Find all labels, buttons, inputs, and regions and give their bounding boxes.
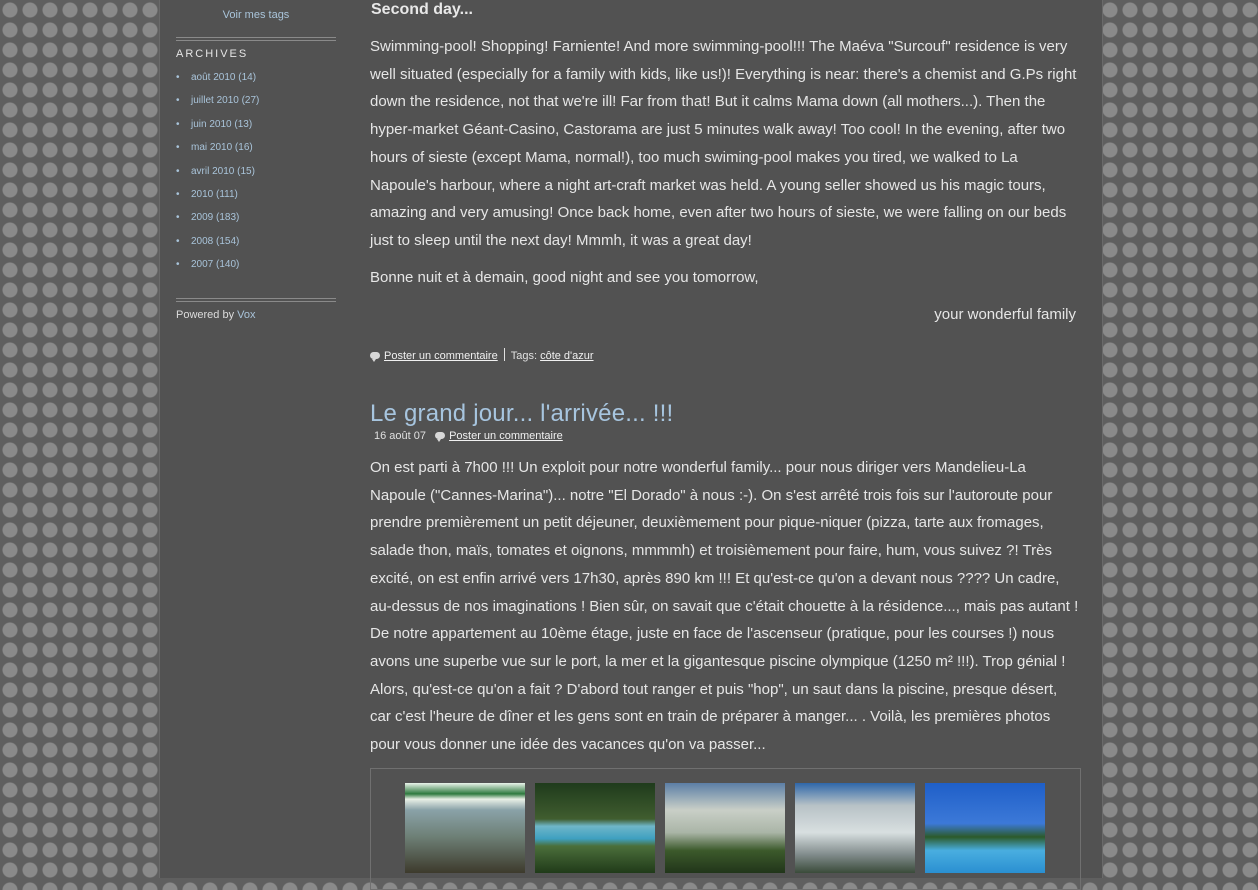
bullet-icon: • (176, 188, 180, 200)
archive-count: (13) (234, 118, 253, 130)
archive-link[interactable]: avril 2010 (191, 165, 235, 177)
bullet-icon: • (176, 259, 180, 271)
archive-item[interactable] (176, 189, 259, 212)
archive-link[interactable]: 2008 (191, 235, 214, 247)
photo-thumbnail[interactable] (925, 783, 1045, 873)
bullet-icon: • (176, 235, 180, 247)
photo-thumbnail[interactable] (535, 783, 655, 873)
powered-by-text: Powered by (176, 309, 235, 321)
photo-thumbnail[interactable] (665, 783, 785, 873)
sidebar-divider (176, 37, 336, 41)
bullet-icon: • (176, 72, 180, 83)
bullet-icon: • (176, 118, 180, 130)
archive-count: (27) (241, 95, 260, 107)
archive-count: (14) (238, 72, 257, 83)
vox-link[interactable]: Vox (237, 309, 256, 321)
post-comment-link[interactable]: Poster un commentaire (384, 350, 498, 362)
archive-item[interactable] (176, 95, 259, 118)
photo-thumbnail[interactable] (405, 783, 525, 873)
archive-link[interactable]: août 2010 (191, 72, 236, 83)
archives-heading: ARCHIVES (176, 48, 249, 60)
archive-item[interactable] (176, 166, 259, 189)
post-signature: your wonderful family (934, 306, 1076, 323)
sidebar-divider (176, 298, 336, 302)
archive-count: (140) (216, 259, 240, 271)
powered-by (176, 309, 256, 321)
post-title[interactable]: Le grand jour... l'arrivée... !!! (370, 400, 674, 427)
view-tags-link[interactable]: Voir mes tags (222, 9, 290, 21)
bullet-icon: • (176, 165, 180, 177)
post-closing: Bonne nuit et à demain, good night and see you tomorrow, (370, 269, 759, 286)
archive-item[interactable] (176, 142, 259, 165)
archive-item[interactable] (176, 236, 259, 259)
archive-count: (183) (216, 212, 240, 224)
post-body: Swimming-pool! Shopping! Farniente! And more swimming-pool!!! The Maéva "Surcouf" residence is very well situated (especially for a family with kids, like us!)! Everything is near: there's a chemist and G.Ps right down the residence, not that we're ill! Far from that! But it calms Mama down (all mothers...). Then the hyper-market Géant-Casino, Castorama are just 5 minutes walk away! Too cool! In the evening, after two hours of sieste (except Mama, normal!), too much swiming-pool makes you tired, we walked to La Napoule's harbour, where a night art-craft market was held. A young seller showed us his magic tours, amazing and very amusing! Once back home, even after two hours of sieste, we were falling on our beds just to sleep until the next day! Mmmh, it was a great day! (370, 38, 1077, 249)
archive-count: (111) (216, 188, 238, 200)
comment-bubble-icon (435, 432, 445, 439)
archives-list (176, 72, 259, 283)
post-meta (374, 430, 563, 442)
archive-item[interactable] (176, 259, 259, 282)
archive-link[interactable]: juillet 2010 (191, 95, 239, 107)
bullet-icon: • (176, 142, 180, 154)
tag-link[interactable]: côte d'azur (540, 350, 594, 362)
archive-link[interactable]: 2010 (191, 188, 214, 200)
post-footer (370, 348, 594, 362)
archive-link[interactable]: juin 2010 (191, 118, 232, 130)
photo-thumbnail[interactable] (795, 783, 915, 873)
archive-link[interactable]: mai 2010 (191, 142, 233, 154)
bullet-icon: • (176, 212, 180, 224)
page-column (159, 0, 1103, 878)
post-comment-link[interactable]: Poster un commentaire (449, 430, 563, 442)
archive-count: (15) (237, 165, 255, 177)
archive-item[interactable] (176, 212, 259, 235)
post-body: On est parti à 7h00 !!! Un exploit pour notre wonderful family... pour nous diriger vers Mandelieu-La Napoule ("Cannes-Marina")... notre "El Dorado" à nous :-). On s'est arrêté trois fois sur l'autoroute pour prendre premièrement un petit déjeuner, deuxièmement pour pique-niquer (pizza, tarte aux fromages, salade thon, maïs, tomates et oignons, mmmmh) et troisièmement pour faire, hum, vous suivez ?! Très excité, on est enfin arrivé vers 17h30, après 890 km !!! Et qu'est-ce qu'on a devant nous ???? Un cadre, au-dessus de nos imaginations ! Bien sûr, on savait que c'était chouette à la résidence..., mais pas autant ! De notre appartement au 10ème étage, juste en face de l'ascenseur (pratique, pour les courses !) nous avons une superbe vue sur le port, la mer et la gigantesque piscine olympique (1250 m² !!!). Trop génial ! Alors, qu'est-ce qu'on a fait ? D'abord tout ranger et puis "hop", un saut dans la piscine, presque désert, car c'est l'heure de dîner et les gens sont en train de préparer à manger... . Voilà, les premières photos pour vous donner une idée des vacances qu'on va passer... (370, 459, 1079, 754)
bullet-icon: • (176, 95, 180, 107)
archive-item[interactable] (176, 72, 259, 95)
divider (504, 348, 505, 361)
archive-count: (16) (234, 142, 253, 154)
photo-gallery (370, 768, 1081, 890)
archive-link[interactable]: 2009 (191, 212, 214, 224)
archive-link[interactable]: 2007 (191, 259, 214, 271)
archive-item[interactable] (176, 119, 259, 142)
post-title[interactable]: Second day... (371, 1, 473, 18)
comment-bubble-icon (370, 352, 380, 359)
post-date: 16 août 07 (374, 430, 426, 442)
archive-count: (154) (216, 235, 240, 247)
tags-label: Tags: (510, 350, 538, 362)
